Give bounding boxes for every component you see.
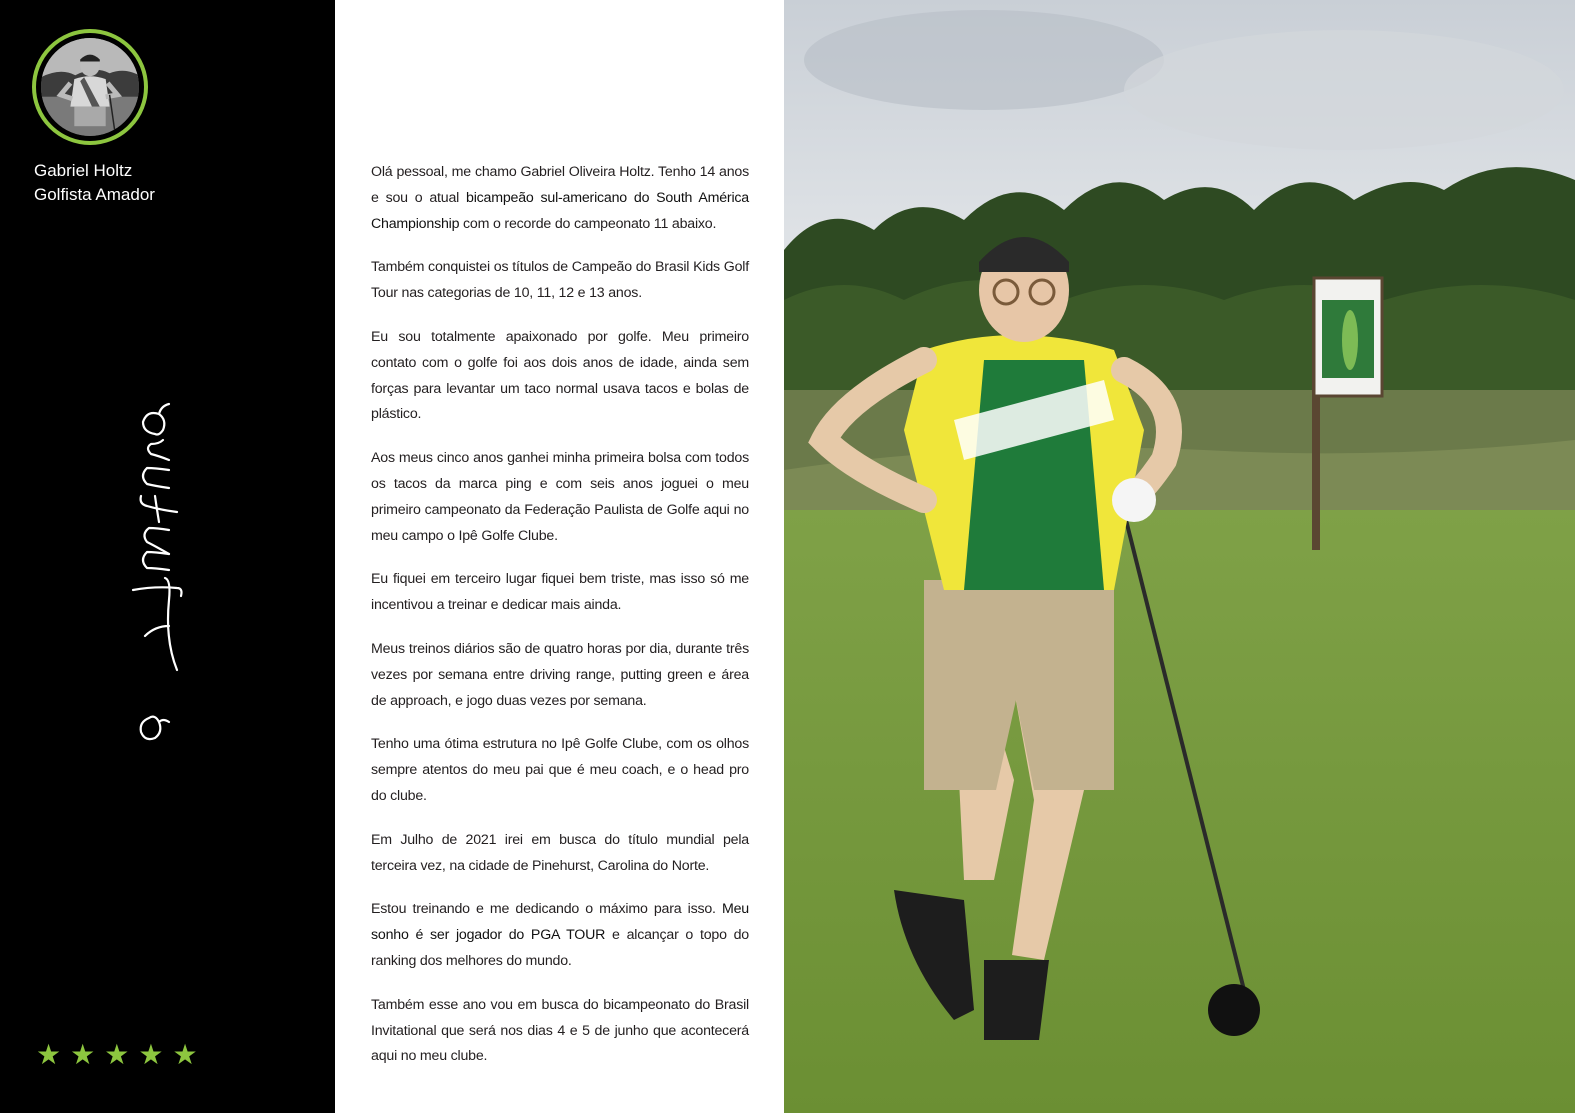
paragraph: Aos meus cinco anos ganhei minha primeira bolsa com todos os tacos da marca ping e com seis anos joguei o meu primeiro campeonato da Federação Paulista de Golfe aqui no meu campo o Ipê Golfe Clube.	[371, 450, 749, 544]
star-icon: ★	[172, 1038, 198, 1071]
avatar-photo	[41, 38, 139, 136]
star-icon: ★	[36, 1038, 62, 1071]
golfer-photo	[784, 0, 1575, 1113]
avatar	[32, 29, 148, 145]
paragraph: Em Julho de 2021 irei em busca do título mundial pela terceira vez, na cidade de Pinehurst, Carolina do Norte.	[371, 831, 749, 874]
paragraph: Estou treinando e me dedicando o máximo para isso. Meu sonho é ser jogador do PGA TOUR e alcançar o topo do ranking dos melhores do mundo.	[371, 901, 749, 969]
profile-role: Golfista Amador	[34, 185, 155, 204]
paragraph: Eu sou totalmente apaixonado por golfe. Meu primeiro contato com o golfe foi aos dois anos de idade, ainda sem forças para levantar um taco normal usava tacos e bolas de plástico.	[371, 328, 749, 423]
star-icon: ★	[70, 1038, 96, 1071]
star-icon: ★	[104, 1038, 130, 1071]
star-icon: ★	[138, 1038, 164, 1071]
paragraph: Tenho uma ótima estrutura no Ipê Golfe Clube, com os olhos sempre atentos do meu pai que é meu coach, e o head pro do clube.	[371, 736, 749, 804]
paragraph: Também conquistei os títulos de Campeão do Brasil Kids Golf Tour nas categorias de 10, 11, 12 e 13 anos.	[371, 259, 749, 302]
profile-name: Gabriel Holtz	[34, 161, 133, 180]
paragraph: Eu fiquei em terceiro lugar fiquei bem triste, mas isso só me incentivou a treinar e dedicar mais ainda.	[371, 571, 749, 614]
script-heading	[125, 400, 185, 750]
paragraph: Também esse ano vou em busca do bicampeonato do Brasil Invitational que será nos dias 4 e 5 de junho que acontecerá aqui no meu clube.	[371, 996, 749, 1065]
sidebar	[0, 0, 335, 1113]
paragraph: Meus treinos diários são de quatro horas por dia, durante três vezes por semana entre driving range, putting green e área de approach, e jogo duas vezes por semana.	[371, 640, 749, 709]
bio-text	[371, 160, 749, 1088]
rating-stars	[36, 1040, 198, 1070]
paragraph: Olá pessoal, me chamo Gabriel Oliveira Holtz. Tenho 14 anos e sou o atual bicampeão sul-americano do South América Championship com o recorde do campeonato 11 abaixo.	[371, 164, 749, 232]
